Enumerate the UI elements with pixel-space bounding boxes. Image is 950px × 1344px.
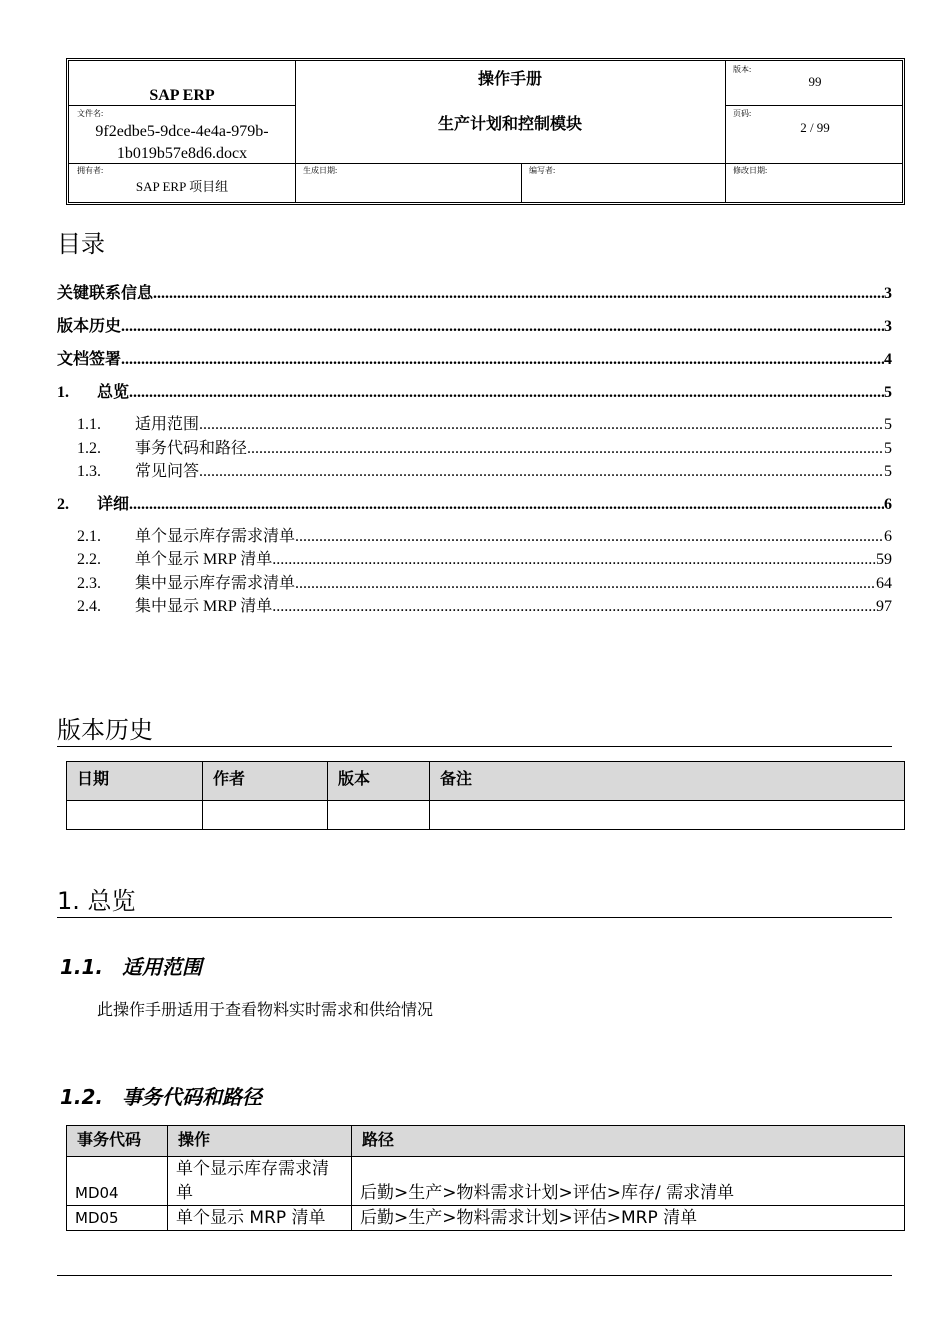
toc-entry[interactable]: 关键联系信息 ..... 3 — [57, 280, 892, 303]
table-row — [67, 801, 905, 830]
system-name: SAP ERP — [149, 87, 215, 104]
path-cell: 后勤>生产>物料需求计划>评估>MRP 清单 — [352, 1206, 905, 1231]
section-scope-heading: 1.1. 适用范围 — [60, 955, 202, 979]
col-version: 版本 — [328, 762, 430, 801]
path-cell: 后勤>生产>物料需求计划>评估>库存/ 需求清单 — [352, 1157, 905, 1206]
col-tcode: 事务代码 — [67, 1126, 168, 1157]
toc-entry[interactable]: 2.2. 单个显示 MRP 清单 ..... 59 — [77, 546, 892, 569]
col-path: 路径 — [352, 1126, 905, 1157]
version-history-heading: 版本历史 — [57, 710, 892, 747]
toc-entry[interactable]: 1.3. 常见问答 ..... 5 — [77, 458, 892, 481]
col-author: 作者 — [203, 762, 328, 801]
col-date: 日期 — [67, 762, 203, 801]
table-cell[interactable] — [430, 801, 905, 830]
filename-line2: 1b019b57e8d6.docx — [116, 145, 248, 162]
modified-date-label: 修改日期: — [733, 166, 768, 175]
table-row — [67, 1157, 905, 1206]
table-cell[interactable] — [328, 801, 430, 830]
page-label: 页码: — [733, 109, 752, 118]
version-history-table — [66, 761, 905, 830]
owner: SAP ERP 项目组 — [135, 179, 229, 194]
toc-entry[interactable]: 2.3. 集中显示库存需求清单 ..... 64 — [77, 570, 892, 593]
col-operation: 操作 — [168, 1126, 352, 1157]
operation-cell: 单个显示 MRP 清单 — [168, 1206, 352, 1231]
toc-entry[interactable]: 2.4. 集中显示 MRP 清单 ..... 97 — [77, 593, 892, 616]
toc-entry[interactable]: 1.2. 事务代码和路径 ..... 5 — [77, 435, 892, 458]
footer-rule — [57, 1275, 892, 1276]
col-remarks: 备注 — [430, 762, 905, 801]
toc-entry[interactable]: 1.1. 适用范围 ..... 5 — [77, 411, 892, 434]
doc-type: 操作手册 — [477, 69, 542, 88]
table-header-row — [67, 762, 905, 801]
toc-entry[interactable]: 版本历史 ..... 3 — [57, 313, 892, 336]
tcode-cell: MD04 — [67, 1157, 168, 1206]
document-header-table — [66, 58, 905, 205]
tcode-table — [66, 1125, 905, 1231]
version-value: 99 — [808, 74, 822, 89]
tcode-cell: MD05 — [67, 1206, 168, 1231]
table-header-row — [67, 1126, 905, 1157]
created-date-label: 生成日期: — [303, 166, 338, 175]
toc-entry[interactable]: 1. 总览 ..... 5 — [57, 379, 892, 402]
overview-heading: 1. 总览 — [57, 881, 892, 918]
toc-entry[interactable]: 2.1. 单个显示库存需求清单 ..... 6 — [77, 523, 892, 546]
module-name: 生产计划和控制模块 — [437, 114, 582, 133]
owner-label: 拥有者: — [77, 166, 104, 175]
toc-title: 目录 — [57, 230, 105, 258]
filename-line1: 9f2edbe5-9dce-4e4a-979b- — [95, 123, 269, 140]
table-cell[interactable] — [67, 801, 203, 830]
author-label: 编写者: — [529, 166, 556, 175]
operation-cell: 单个显示库存需求清 单 — [168, 1157, 352, 1206]
section-tcode-heading: 1.2. 事务代码和路径 — [60, 1085, 262, 1109]
scope-text: 此操作手册适用于查看物料实时需求和供给情况 — [97, 1002, 434, 1019]
table-cell[interactable] — [203, 801, 328, 830]
filename-label: 文件名: — [77, 109, 104, 118]
page-value: 2 / 99 — [800, 120, 830, 135]
version-label: 版本: — [733, 65, 752, 74]
toc-entry[interactable]: 文档签署 ..... 4 — [57, 346, 892, 369]
table-row — [67, 1206, 905, 1231]
filename — [69, 121, 295, 165]
toc-entry[interactable]: 2. 详细 ..... 6 — [57, 491, 892, 514]
